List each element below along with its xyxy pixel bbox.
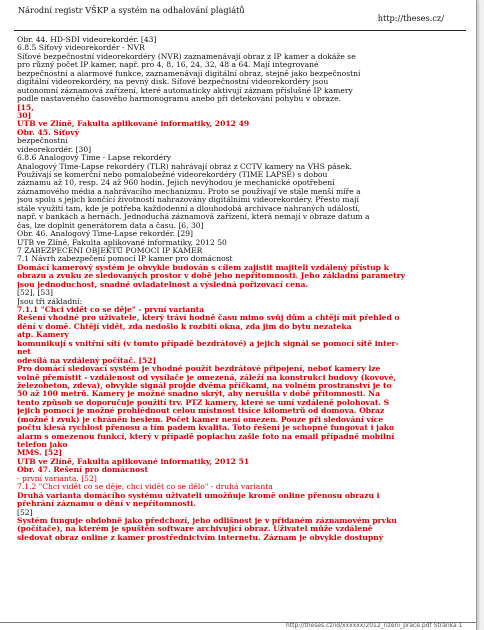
text-line: odesílá na vzdálený počítač. [52] <box>17 356 157 365</box>
text-line: Obr. 46. Analogový Time-Lapse rekordér. [29] <box>17 230 194 239</box>
text-line: bezpečnostní a alarmové funkce, zaznamenávají digitální obraz, stejně jako bezpečnostní <box>17 69 361 78</box>
text-line: net <box>17 348 31 357</box>
text-line: 6.8.6 Analogový Time - Lapse rekordéry <box>17 154 172 163</box>
text-line: Jsou tři základní: <box>17 297 83 306</box>
text-line: obrazu a zvuku ze sledovaných prostor v době jeho nepřítomnosti. Jeho základní parametry <box>17 272 406 281</box>
text-line: Analogový Time-Lapse rekordéry (TLR) nahrávají obraz z CCTV kamery na VHS pásek. <box>17 162 353 171</box>
document-body <box>17 36 465 542</box>
text-line: jejich pomocí je možné prohlédnout celou místnost tisíce kilometrů od domova. Obraz <box>17 407 385 416</box>
text-line: Používají se komerční nebo pomalobežné videorekordéry (TIME LAPSE) s dobou <box>17 171 328 179</box>
text-line: telefon jako <box>17 441 68 449</box>
text-line: záznamu až 10, resp. 24 až 960 hodin. Jejich nevýhodou je mechanické opotřebení <box>17 179 335 188</box>
header-url[interactable]: http://theses.cz/ <box>377 13 444 23</box>
text-line: jsou spolu s jejich končící životností nahrazovány digitálními videorekordéry. Přesto mají <box>17 196 359 205</box>
text-line: 6.8.5 Síťový videorekordér - NVR <box>17 44 145 53</box>
header-rule <box>14 30 466 31</box>
text-line: - první varianta. [52] <box>17 474 97 483</box>
text-line: např. v bankách a hernách. Jednoduchá záznamová zařízení, která nemají v obraze datum a <box>17 213 370 222</box>
text-line: volně přemístit - vzdálenost od vysílače je omezená, záleží na konstrukci budovy (kovové, <box>17 373 397 382</box>
text-line: UTB ve Zlíně, Fakulta aplikované informatiky, 2012 49 <box>17 120 250 129</box>
text-line: atp. Kamery <box>17 331 69 340</box>
text-line: 7.1.1 "Chci vidět co se děje" - první varianta <box>17 306 205 314</box>
text-line: (možné i zvuk) je chráněn heslem. Počet kamer není omezen. Pouze při sledování více <box>17 415 384 424</box>
text-line: Obr. 45. Síťový <box>17 128 80 137</box>
text-line: Obr. 44. HD-SDI videorekordér. [43] <box>17 36 157 44</box>
text-line: komunikují s vnitřní sítí (v tomto případě bezdrátové) a jejich signál se pomocí sítě inter- <box>17 339 399 348</box>
text-line: podle nastaveného časového harmonogramu anebo při detekování pohybu v obraze. <box>17 95 341 104</box>
text-line: 7 ZABEZPEČENÍ OBJEKTŮ POMOCÍ IP KAMER <box>17 246 203 255</box>
text-line: jsou jednoduchost, snadné ovladatelnost a výsledná pořizovací cena. <box>17 280 309 289</box>
text-line: Síťové bezpečnostní videorekordéry (NVR) zaznamenávají obraz z IP kamer a dokáže se <box>17 52 356 61</box>
text-line: 7.1 Návrh zabezpečení pomocí IP kamer pro domácnost <box>17 255 233 264</box>
page-header <box>14 4 466 34</box>
text-line: Systém funguje obdobně jako předchozí, jeho odlišnost je v přidaném záznamovém prvku <box>17 516 397 525</box>
footer-text: http://theses.cz/id/xxxxxx/2012_rizeni_prace.pdf Stránka 1 <box>286 622 463 629</box>
text-line: autonomní záznamová zařízení, které automaticky aktivují záznam příslušné IP kamery <box>17 86 353 95</box>
text-line: 30] <box>17 111 32 120</box>
text-line: Obr. 47. Řešení pro domácnost <box>17 466 149 475</box>
text-line: 7.1.2 "Chci vidět co se děje, chci vidět co se dělo" - druhá varianta <box>17 483 273 492</box>
text-line: videorekordér. [30] <box>17 145 92 154</box>
text-line: Domácí kamerový systém je obvykle budován s cílem zajistit majiteli vzdálený přístup k <box>17 263 389 272</box>
text-line: UTB ve Zlíně, Fakulta aplikované informatiky, 2012 51 <box>17 457 250 466</box>
text-line: přehrání záznamu o dění v nepřítomnosti. <box>17 500 196 509</box>
text-line: [52], [53] <box>17 289 54 298</box>
text-line: počtu klesá rychlost přenosu a tím padem kvalita. Toto řešení je schopné fungovat i jako <box>17 424 395 433</box>
text-line: stále využití tam, kde je potřeba každodenní a dlouhodobá archivace nahraných událostí, <box>17 204 361 213</box>
text-line: 50 až 100 metrů. Kamery je možné snadno skrýt, aby nerušila v době přítomnosti. Na <box>17 390 381 399</box>
text-line: bezpečnostní <box>17 137 68 146</box>
text-line: digitální videorekordéry, na pevný disk. Síťové bezpečnostní videorekordéry jsou <box>17 78 329 87</box>
text-line: sledovat obraz online z kamer prostřednictvím internetu. Záznam je obvykle dostupný <box>17 533 384 542</box>
text-line: [15, <box>17 103 34 112</box>
text-line: Řešení vhodné pro uživatele, který tráví hodně času mimo svůj dům a chtějí mít přehled o <box>17 314 400 323</box>
text-line: MMS. [52] <box>17 449 63 458</box>
text-line: tento způsob se doporučuje použití trv. PTZ kamery, které se umí vzdáleně polohovat. S <box>17 398 390 407</box>
page-footer <box>0 622 484 630</box>
text-line: dění v domě. Chtějí vidět, zda nedošlo k rozbití okna, zda jim do bytu nezateka <box>17 322 352 331</box>
text-line: čas, lze doplnit generátorem data a času. [6, 30] <box>17 221 204 230</box>
text-line: železobeton, zdeva), obvykle signál projde dvěma příčkami, na volném prostranství je to <box>17 381 392 390</box>
text-line: [52] <box>17 508 33 517</box>
text-line: alarm s omezenou funkcí, který v případě poplachu zašle foto na email případně mobilní <box>17 432 395 441</box>
text-line: (počítače), na kterém je spuštěn software archivující obraz. Uživatel může vzdáleně <box>17 525 373 534</box>
text-line: Druhá varianta domácího systému uživateli umožňuje kromě online přenosu obrazu i <box>17 491 380 500</box>
text-line: UTB ve Zlíně, Fakulta aplikované informatiky, 2012 50 <box>17 238 227 247</box>
text-line: záznamového média a nahrávacího mechanizmu. Proto se používají ve stále menší míře a <box>17 187 361 196</box>
header-title: Národní registr VŠKP a systém na odhalování plagiátů <box>18 5 245 15</box>
text-line: pro různý počet IP kamer, např. pro 4, 8, 16, 24, 32, 48 a 64. Mají integrované <box>17 61 319 70</box>
text-line: Pro domácí sledovací systém je vhodné použít bezdrátové připojení, neboť kamery lze <box>17 365 381 374</box>
